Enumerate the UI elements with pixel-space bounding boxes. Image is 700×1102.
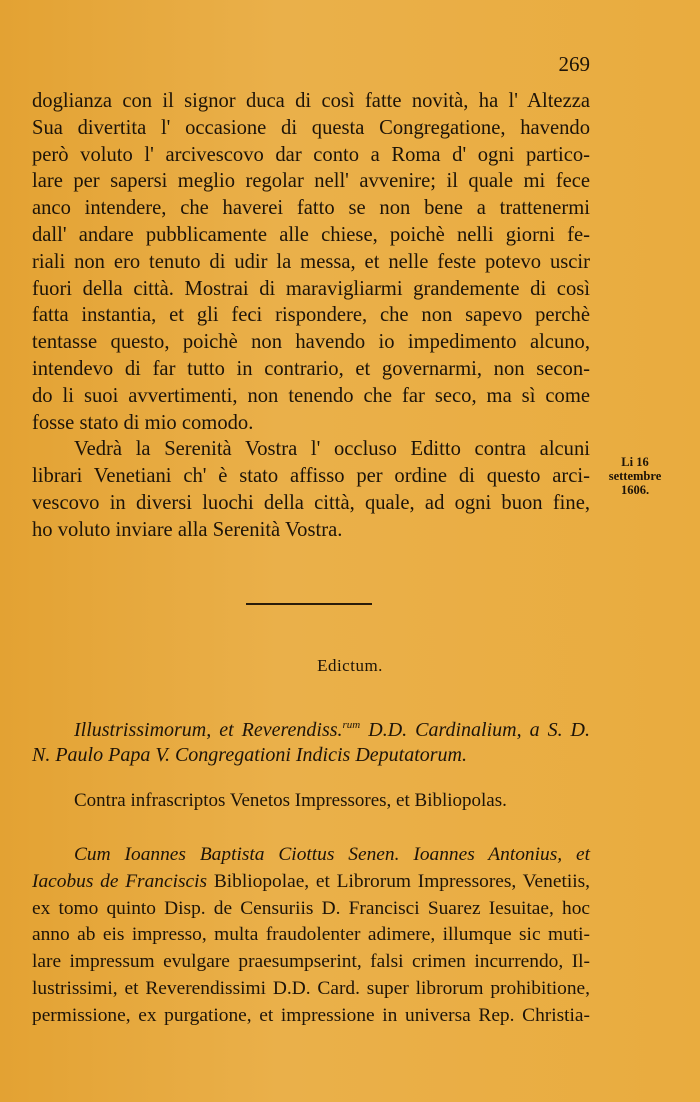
text-line: librari Venetiani ch' è stato affisso per ordine di questo arci-	[32, 465, 590, 488]
edict-title: Edictum.	[317, 656, 383, 675]
edict-subheading: Contra infrascriptos Venetos Impressores, et Bibliopolas.	[74, 790, 507, 811]
text-line: fuori della città. Mostrai di maravigliarmi grandemente di così	[32, 277, 590, 300]
text-line: anno ab eis impresso, multa fraudolenter adimere, illumque sic muti-	[32, 924, 590, 946]
text-line: Vedrà la Serenità Vostra l' occluso Editto contra alcuni	[74, 438, 590, 461]
text-line: ex tomo quinto Disp. de Censuriis D. Francisci Suarez Iesuitae, hoc	[32, 897, 590, 919]
text-line: vescovo in diversi luochi della città, quale, ad ogni buon fine,	[32, 491, 590, 514]
text-line: permissione, ex purgatione, et impressione in universa Rep. Christia-	[32, 1004, 590, 1026]
text-line: ho voluto inviare alla Serenità Vostra.	[32, 518, 343, 541]
edict-heading	[32, 710, 590, 770]
text-line: lare impressum evulgare praesumpserint, falsi crimen incurrendo, Il-	[32, 951, 590, 973]
text-line: tentasse questo, poichè non havendo io impedimento alcuno,	[32, 331, 590, 354]
text-line: anco intendere, che haverei fatto se non bene a trattenermi	[32, 197, 590, 220]
heading-part: Illustrissimorum, et Reverendiss.	[74, 719, 343, 741]
text-line: dall' andare pubblicamente alle chiese, poichè nelli giorni fe-	[32, 223, 590, 246]
text-line: Sua divertita l' occasione di questa Congregatione, havendo	[32, 116, 590, 139]
text-line: riali non ero tenuto di udir la messa, et nelle feste potevo uscir	[32, 250, 590, 273]
margin-date-note	[598, 455, 672, 497]
text-line: fosse stato di mio comodo.	[32, 411, 254, 434]
page-number: 269	[558, 52, 590, 76]
text-part: Bibliopolae, et Librorum Impressores, Venetiis,	[207, 870, 591, 892]
letter-text	[32, 88, 590, 544]
text-line: lustrissimi, et Reverendissimi D.D. Card. super librorum prohibitione,	[32, 977, 590, 999]
heading-part: D.D. Cardinalium, a S. D.	[360, 719, 590, 741]
text-line	[32, 869, 590, 896]
heading-line: N. Paulo Papa V. Congregationi Indicis Deputatorum.	[32, 744, 467, 766]
section-divider	[246, 603, 372, 605]
text-line: doglianza con il signor duca di così fatte novità, ha l' Altezza	[32, 90, 590, 112]
margin-month: settembre	[608, 469, 662, 483]
edict-body	[32, 842, 590, 1030]
heading-superscript: rum	[342, 719, 361, 731]
heading-line	[32, 710, 590, 740]
text-line: lare per sapersi meglio regolar nell' avvenire; il quale mi fece	[32, 170, 590, 193]
italic-names: Iacobus de Franciscis	[32, 870, 208, 892]
margin-day: Li 16	[621, 455, 649, 469]
text-line: do li suoi avvertimenti, non tenendo che far seco, ma sì come	[32, 384, 590, 407]
text-line: Cum Ioannes Baptista Ciottus Senen. Ioannes Antonius, et	[74, 844, 590, 865]
text-line: però voluto l' arcivescovo dar conto a Roma d' ogni partico-	[32, 143, 590, 166]
text-line: fatta instantia, et gli feci rispondere, che non sapevo perchè	[32, 304, 590, 327]
margin-year: 1606.	[620, 483, 650, 497]
text-line: intendevo di far tutto in contrario, et governarmi, non secon-	[32, 357, 590, 380]
